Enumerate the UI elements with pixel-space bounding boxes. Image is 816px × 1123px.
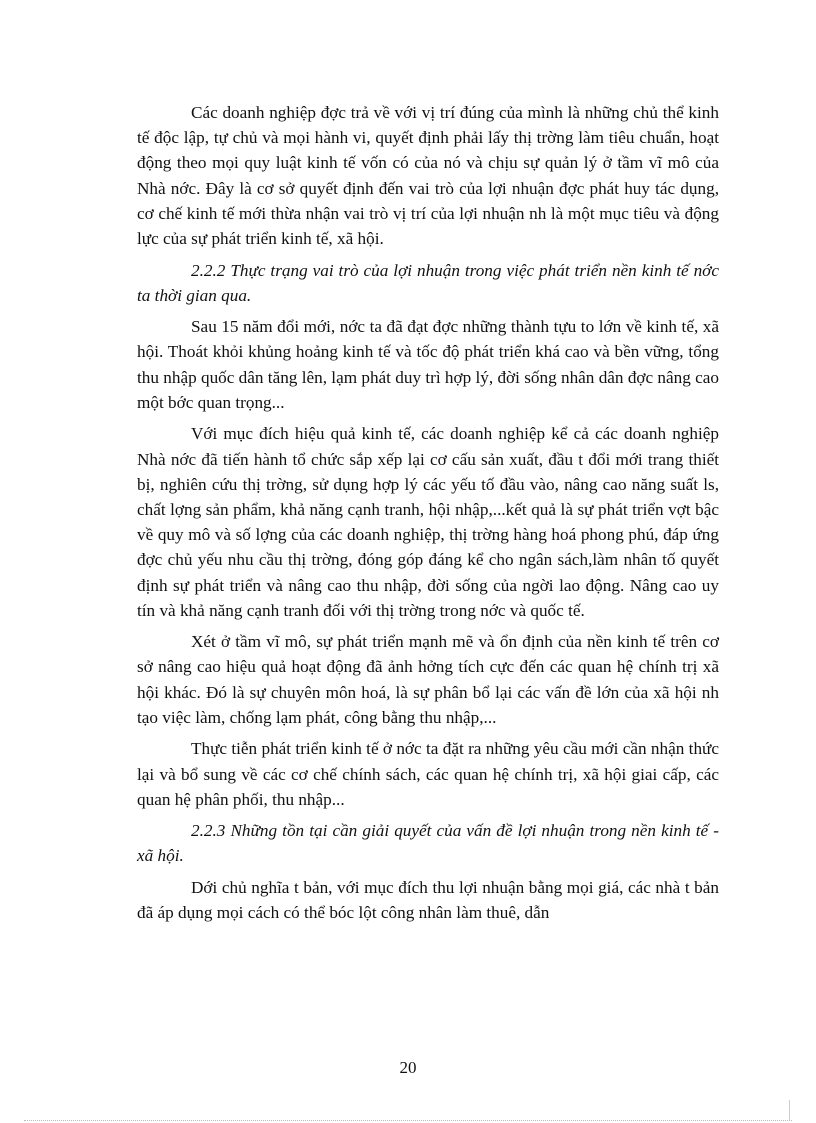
paragraph-achievements: Sau 15 năm đổi mới, nớc ta đã đạt đợc những thành tựu to lớn về kinh tế, xã hội. Thoát khỏi khủng hoảng kinh tế và tốc độ phát triển khá cao và bền vững, tổng thu nhập quốc dân tăng lên, lạm phát duy trì hợp lý, đời sống nhân dân đợc nâng cao một bớc quan trọng...	[137, 317, 719, 412]
page-body	[137, 100, 719, 932]
footer-divider	[24, 1120, 792, 1121]
paragraph-enterprises: Với mục đích hiệu quả kinh tế, các doanh nghiệp kể cả các doanh nghiệp Nhà nớc đã tiến hành tổ chức sắp xếp lại cơ cấu sản xuất, đầu t đổi mới trang thiết bị, nghiên cứu thị trờng, sử dụng hợp lý các yếu tố đầu vào, nâng cao năng suất ls, chất lợng sản phẩm, khả năng cạnh tranh, hội nhập,...kết quả là sự phát triển vợt bậc về quy mô và số lợng của các doanh nghiệp, thị trờng hàng hoá phong phú, đáp ứng đợc chủ yếu nhu cầu thị trờng, đóng góp đáng kể cho ngân sách,làm nhân tố quyết định sự phát triển và nâng cao thu nhập, đời sống của ngời lao động. Nâng cao uy tín và khả năng cạnh tranh đối với thị trờng trong nớc và quốc tế.	[137, 424, 719, 620]
paragraph-macro: Xét ở tầm vĩ mô, sự phát triển mạnh mẽ và ổn định của nền kinh tế trên cơ sở nâng cao hiệu quả hoạt động đã ảnh hởng tích cực đến các quan hệ chính trị xã hội khác. Đó là sự chuyên môn hoá, là sự phân bổ lại các vấn đề lớn của xã hội nh tạo việc làm, chống lạm phát, công bằng thu nhập,...	[137, 632, 719, 727]
footer-mark	[789, 1100, 790, 1120]
page-number: 20	[399, 1058, 417, 1077]
paragraph-intro: Các doanh nghiệp đợc trả về với vị trí đúng của mình là những chủ thể kinh tế độc lập, tự chủ và mọi hành vi, quyết định phải lấy thị trờng làm tiêu chuẩn, hoạt động theo mọi quy luật kinh tế vốn có của nó và chịu sự quản lý ở tầm vĩ mô của Nhà nớc. Đây là cơ sở quyết định đến vai trò của lợi nhuận đợc phát huy tác dụng, cơ chế kinh tế mới thừa nhận vai trò vị trí của lợi nhuận nh là một mục tiêu và động lực của sự phát triển kinh tế, xã hội.	[137, 103, 719, 249]
section-heading-2-2-2: 2.2.2 Thực trạng vai trò của lợi nhuận trong việc phát triển nền kinh tế nớc ta thời gian qua.	[137, 260, 719, 305]
paragraph-capitalism: Dới chủ nghĩa t bản, với mục đích thu lợi nhuận bằng mọi giá, các nhà t bản đã áp dụng mọi cách có thể bóc lột công nhân làm thuê, dẫn	[137, 877, 719, 923]
section-heading-2-2-3: 2.2.3 Những tồn tại cần giải quyết của vấn đề lợi nhuận trong nền kinh tế - xã hội.	[137, 821, 719, 866]
paragraph-practice: Thực tiễn phát triển kinh tế ở nớc ta đặt ra những yêu cầu mới cần nhận thức lại và bổ sung về các cơ chế chính sách, các quan hệ chính trị, xã hội giai cấp, các quan hệ phân phối, thu nhập...	[137, 739, 719, 809]
